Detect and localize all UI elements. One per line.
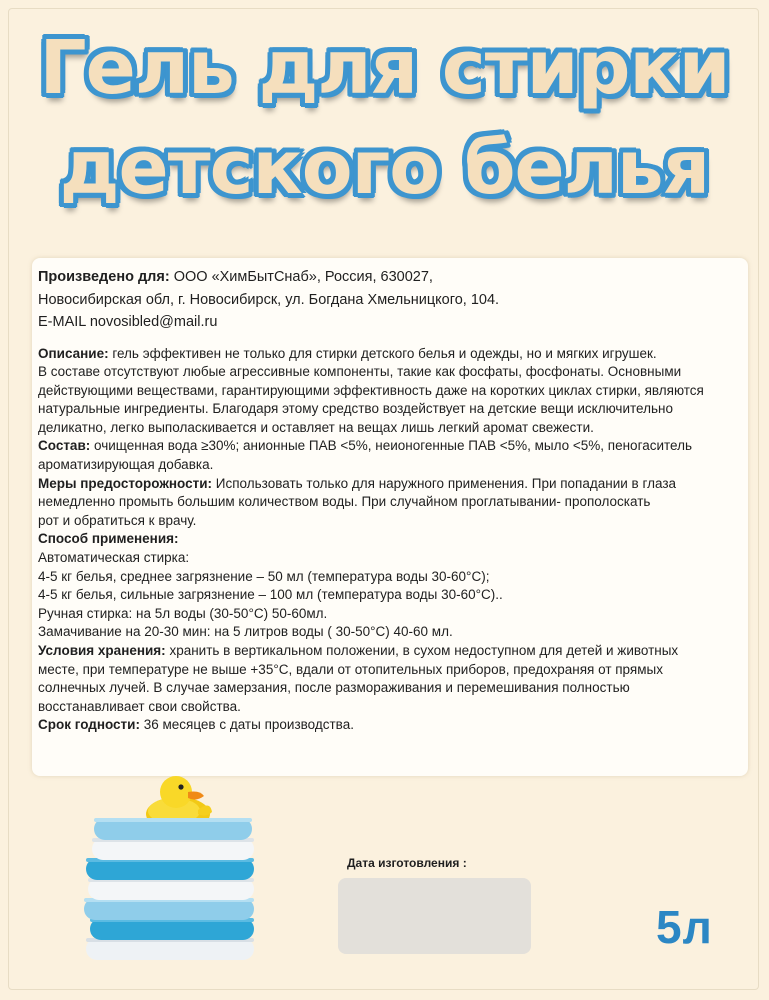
composition-line-2: ароматизирующая добавка. [38, 457, 214, 473]
description-line-3: действующими веществами, гарантирующими эффективность даже на коротких циклах стирки, являются [38, 382, 704, 398]
volume-label: 5л [656, 901, 713, 953]
description-label: Описание: [38, 345, 109, 361]
usage-label: Способ применения: [38, 531, 179, 547]
producer-email: E-MAIL novosibled@mail.ru [38, 314, 218, 330]
manufacture-date-label: Дата изготовления : [347, 856, 467, 870]
composition-label: Состав: [38, 438, 91, 454]
storage-line-2: месте, при температуре не выше +35°С, вдали от отопительных приборов, предохраняя от прямых [38, 661, 663, 677]
shelf-life-value: 36 месяцев с даты производства. [139, 717, 354, 733]
description-line-2: В составе отсутствуют любые агрессивные компоненты, такие как фосфаты, фосфонаты. Основными [38, 364, 682, 380]
usage-line-2: 4-5 кг белья, среднее загрязнение – 50 мл (температура воды 30-60°С); [38, 568, 490, 584]
product-title [0, 18, 769, 218]
description-line-1: гель эффективен не только для стирки детского белья и одежды, но и мягких игрушек. [108, 345, 657, 361]
storage-line-3: солнечных лучей. В случае замерзания, после размораживания и перемешивания полностью [38, 680, 630, 696]
product-title-line-1: Гель для стирки [39, 25, 730, 111]
storage-label: Условия хранения: [38, 643, 166, 658]
usage-line-5: Замачивание на 20-30 мин: на 5 литров воды ( 30-50°С) 40-60 мл. [38, 624, 453, 640]
usage-line-4: Ручная стирка: на 5л воды (30-50°С) 50-60мл. [38, 605, 328, 621]
product-title-line-2: детского белья [59, 125, 710, 211]
towel-stack [84, 818, 254, 960]
precautions-label: Меры предосторожности: [38, 475, 213, 491]
storage-line-1: хранить в вертикальном положении, в сухом недоступном для детей и животных [165, 643, 679, 658]
storage-section [38, 642, 748, 716]
producer-line-2: Новосибирская обл, г. Новосибирск, ул. Богдана Хмельницкого, 104. [38, 291, 500, 308]
storage-line-4: восстанавливает свои свойства. [38, 698, 241, 714]
description-line-5: деликатно, легко выполаскивается и оставляет на вещах лишь легкий аромат свежести. [38, 419, 594, 435]
producer-line-1: ООО «ХимБытСнаб», Россия, 630027, [169, 269, 433, 285]
product-info-text [38, 266, 748, 735]
description-section [38, 345, 748, 438]
producer-label: Произведено для: [38, 269, 170, 285]
description-line-4: натуральные ингредиенты. Благодаря этому средство воздействует на детские вещи исключительно [38, 401, 673, 417]
composition-line-1: очищенная вода ≥30%; анионные ПАВ <5%, неионогенные ПАВ <5%, мыло <5%, пеногаситель [90, 438, 692, 454]
precautions-line-3: рот и обратиться к врачу. [38, 512, 197, 528]
precautions-line-2: немедленно промыть большим количеством воды. При случайном проглатывании- прополоскать [38, 494, 651, 510]
shelf-life-section [38, 716, 748, 735]
precautions-line-1: Использовать только для наружного применения. При попадании в глаза [212, 475, 677, 491]
towel-stack-with-rubber-duck-icon [80, 770, 280, 970]
manufacture-date-box [338, 878, 531, 954]
shelf-life-label: Срок годности: [38, 717, 140, 733]
composition-section [38, 437, 748, 474]
usage-line-3: 4-5 кг белья, сильные загрязнение – 100 мл (температура воды 30-60°С).. [38, 587, 503, 603]
precautions-section [38, 475, 748, 531]
usage-line-1: Автоматическая стирка: [38, 550, 190, 566]
producer-section [38, 266, 748, 334]
usage-section [38, 530, 748, 642]
